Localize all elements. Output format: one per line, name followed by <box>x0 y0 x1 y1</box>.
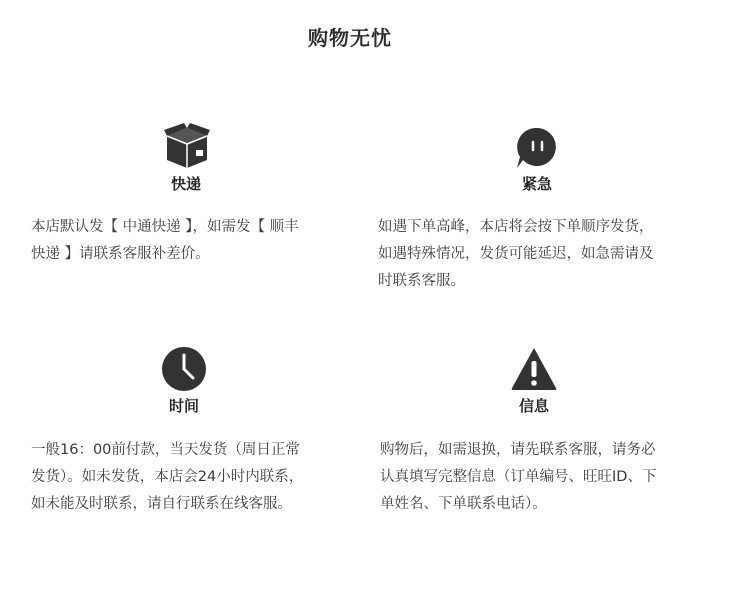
desc-line: 如遇下单高峰，本店将会按下单顺序发货， <box>378 219 654 235</box>
desc-line: 发货）。如未发货，本店会24小时内联系， <box>31 469 304 485</box>
clock-icon <box>160 345 208 393</box>
section-desc-info <box>380 437 656 518</box>
desc-line: 如未能及时联系，请自行联系在线客服。 <box>31 496 292 512</box>
page-title: 购物无忧 <box>308 26 392 50</box>
desc-line: 本店默认发【 中通快递 】，如需发【 顺丰 <box>31 219 299 235</box>
desc-line: 如遇特殊情况，发货可能延迟，如急需请及 <box>378 246 654 262</box>
section-label-urgent: 紧急 <box>521 175 552 193</box>
chat-bubble-icon <box>513 124 561 172</box>
desc-line: 认真填写完整信息（订单编号、旺旺ID、下 <box>380 469 657 485</box>
desc-line: 单姓名、下单联系电话）。 <box>380 496 547 512</box>
section-label-info: 信息 <box>518 397 549 415</box>
section-label-time: 时间 <box>168 397 199 415</box>
desc-line: 快递 】请联系客服补差价。 <box>31 246 210 262</box>
warning-icon <box>510 345 558 393</box>
section-desc-time <box>31 437 303 518</box>
box-icon <box>163 122 211 170</box>
section-desc-urgent <box>378 214 654 295</box>
desc-line: 时联系客服。 <box>378 273 465 289</box>
section-desc-express <box>31 214 299 268</box>
section-label-express: 快递 <box>170 175 201 193</box>
desc-line: 购物后，如需退换，请先联系客服，请务必 <box>380 442 656 458</box>
desc-line: 一般16：00前付款，当天发货（周日正常 <box>31 442 300 458</box>
